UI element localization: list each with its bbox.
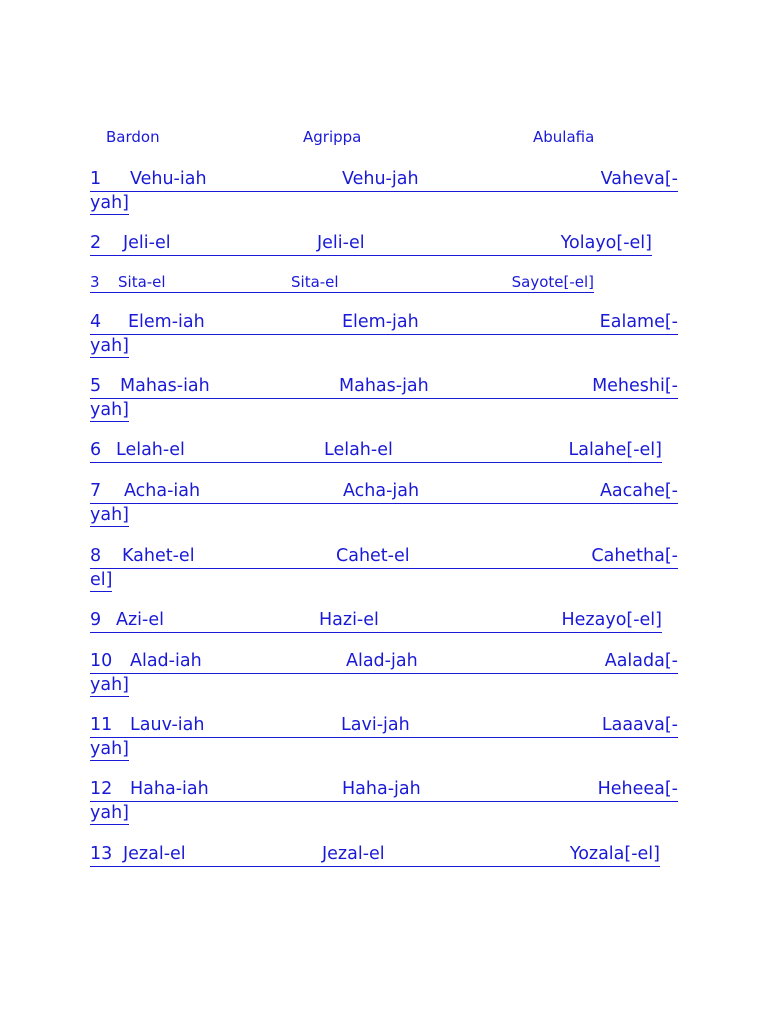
bardon-name: Jezal-el <box>123 844 186 864</box>
table-row[interactable] <box>90 843 678 867</box>
abulafia-name: Sayote[-el] <box>511 273 594 291</box>
row-number: 6 <box>90 440 102 460</box>
agrippa-name: Jezal-el <box>322 844 385 864</box>
abulafia-name: Cahetha[- <box>591 546 678 566</box>
table-row[interactable] <box>90 232 678 256</box>
abulafia-name: Ealame[- <box>599 312 678 332</box>
table-row[interactable] <box>90 272 678 293</box>
row-number: 9 <box>90 610 102 630</box>
abulafia-name: Aacahe[- <box>599 481 678 501</box>
bardon-name: Mahas-iah <box>120 376 210 396</box>
bardon-name: Vehu-iah <box>130 169 207 189</box>
header-bardon-link[interactable]: Bardon <box>106 128 160 146</box>
abulafia-name: Meheshi[- <box>592 376 678 396</box>
bardon-name: Acha-iah <box>124 481 201 501</box>
abulafia-name: Aalada[- <box>604 651 678 671</box>
abulafia-name-continued: yah] <box>90 400 129 420</box>
abulafia-name-continued: yah] <box>90 505 129 525</box>
abulafia-name: Lalahe[-el] <box>568 440 662 460</box>
bardon-name: Haha-iah <box>130 779 209 799</box>
bardon-name: Lelah-el <box>116 440 185 460</box>
agrippa-name: Hazi-el <box>319 610 379 630</box>
abulafia-name: Heheea[- <box>597 779 678 799</box>
agrippa-name: Lavi-jah <box>341 715 410 735</box>
bardon-name: Alad-iah <box>130 651 202 671</box>
bardon-name: Kahet-el <box>122 546 195 566</box>
agrippa-name: Acha-jah <box>343 481 420 501</box>
table-row[interactable] <box>90 168 678 215</box>
row-number: 7 <box>90 481 102 501</box>
table-row[interactable] <box>90 311 678 358</box>
abulafia-name: Laaava[- <box>601 715 678 735</box>
agrippa-name: Sita-el <box>291 273 339 291</box>
abulafia-name-continued: yah] <box>90 675 129 695</box>
agrippa-name: Haha-jah <box>342 779 421 799</box>
abulafia-name: Yozala[-el] <box>569 844 660 864</box>
abulafia-name: Vaheva[- <box>600 169 678 189</box>
table-row[interactable] <box>90 545 678 592</box>
header-abulafia-link[interactable]: Abulafia <box>533 128 595 146</box>
bardon-name: Jeli-el <box>123 233 171 253</box>
row-number: 10 <box>90 651 113 671</box>
agrippa-name: Elem-jah <box>342 312 419 332</box>
abulafia-name-continued: yah] <box>90 193 129 213</box>
row-number: 12 <box>90 779 113 799</box>
row-number: 8 <box>90 546 102 566</box>
header-agrippa-link[interactable]: Agrippa <box>303 128 362 146</box>
abulafia-name-continued: yah] <box>90 803 129 823</box>
row-number: 1 <box>90 169 102 189</box>
table-row[interactable] <box>90 778 678 825</box>
bardon-name: Elem-iah <box>128 312 205 332</box>
bardon-name: Azi-el <box>116 610 164 630</box>
agrippa-name: Cahet-el <box>336 546 410 566</box>
table-row[interactable] <box>90 375 678 422</box>
row-number: 4 <box>90 312 102 332</box>
agrippa-name: Mahas-jah <box>339 376 429 396</box>
row-number: 2 <box>90 233 102 253</box>
abulafia-name: Hezayo[-el] <box>561 610 662 630</box>
agrippa-name: Lelah-el <box>324 440 393 460</box>
agrippa-name: Vehu-jah <box>342 169 419 189</box>
bardon-name: Sita-el <box>118 273 166 291</box>
row-number: 5 <box>90 376 102 396</box>
agrippa-name: Alad-jah <box>346 651 418 671</box>
abulafia-name-continued: yah] <box>90 336 129 356</box>
agrippa-name: Jeli-el <box>317 233 365 253</box>
table-row[interactable] <box>90 439 678 463</box>
table-row[interactable] <box>90 714 678 761</box>
row-number: 11 <box>90 715 113 735</box>
abulafia-name: Yolayo[-el] <box>560 233 652 253</box>
table-row[interactable] <box>90 650 678 697</box>
abulafia-name-continued: yah] <box>90 739 129 759</box>
abulafia-name-continued: el] <box>90 570 113 590</box>
table-row[interactable] <box>90 480 678 527</box>
bardon-name: Lauv-iah <box>130 715 205 735</box>
table-row[interactable] <box>90 609 678 633</box>
row-number: 13 <box>90 844 113 864</box>
row-number: 3 <box>90 273 100 291</box>
